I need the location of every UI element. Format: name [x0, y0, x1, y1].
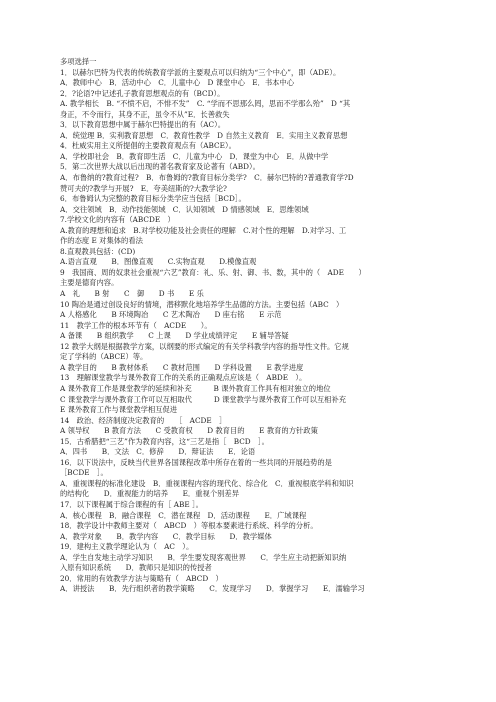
text-line: 6．布鲁姆认为完整的教育目标分类学应当包括［BCD］。 — [60, 194, 246, 204]
text-line: 9 我国商、周的奴隶社会重视“六艺”教育：礼、乐、射、御、书、数，其中的（ ADE ） — [60, 267, 366, 277]
text-line: 18．教学设计中教师主要对（ ABCD ）等根本要素进行系统、科学的分析。 — [60, 521, 318, 531]
text-line: 作的态度 E 对集体的看法 — [60, 236, 143, 246]
text-line: 1．以赫尔巴特为代表的传统教育学派的主要观点可以归纳为“三个中心”，即（ADE）。 — [60, 67, 341, 77]
text-line: 17．以下课程属于综合课程的有［ ABE ］。 — [60, 499, 203, 509]
text-line: 15．古希腊把“三艺”作为教育内容，这“三艺是指［ BCD ］。 — [60, 436, 269, 446]
text-line: 5．第二次世界大战以后出现的著名教育家及论著有（ABD）。 — [60, 162, 260, 172]
text-line: 2．?论语?中记述孔子教育思想观点的有（BCD）。 — [60, 88, 225, 98]
text-line: A．四书 B．文法 C．修辞 D．辩证法 E．论语 — [60, 447, 256, 457]
text-line: A．学生自发地主动学习知识 B．学生要发现客观世界 C．学生应主动把新知识纳 — [60, 552, 347, 562]
text-line: A．统觉理 B．实利教育思想 C．教育性教学 D 自然主义教育 E．实用主义教育思想 — [60, 130, 348, 140]
text-line: A．讲授法 B．先行组织者的教学策略 C．发现学习 D．掌握学习 E．濡输学习 — [60, 584, 365, 594]
text-line: A．教师中心 B．活动中心 C．儿童中心 D 课堂中心 E．书本中心 — [60, 78, 295, 88]
text-line: A 课外教育工作是课堂教学的延续和补充 B 课外教育工作具有相对独立的地位 — [60, 383, 331, 393]
text-line: A 教学目的 B 教材体系 C 教材范围 D 学科设置 E 教学进度 — [60, 362, 304, 372]
text-line: A.语言直观 B．图像直观 C.实物直观 D.模像直观 — [60, 257, 257, 267]
text-line: A 人格感化 B 环境陶冶 C 艺术陶冶 D 座右铭 E 示范 — [60, 310, 282, 320]
text-line: A.教育的理想和追求 B.对学校功能及社会责任的理解 C.对个性的理解 D.对学习、工 — [60, 225, 347, 235]
text-line: 11 教学工作的根本环节有（ ACDE ）。 — [60, 320, 212, 330]
text-line: ［BCDE ］。 — [60, 468, 108, 478]
text-line: 10 陶冶是通过创设良好的情境，潜移默化地培养学生品德的方法。主要包括（ABC ） — [60, 299, 344, 309]
text-line: C 课堂教学与课外教育工作可以互相取代 D 课堂教学与课外教育工作可以互相补充 — [60, 394, 347, 404]
document-page — [60, 57, 452, 595]
text-line: 14 政治、经济制度决定教育的 ［ ACDE ］ — [60, 415, 227, 425]
text-line: A．教学对象 B．教学内容 C．教学目标 D．教学媒体 — [60, 531, 272, 541]
section-title: 多项选择一 — [60, 57, 97, 66]
text-line: A 领导权 B 教育方法 C 受教育权 D 教育目的 E 教育的方针政策 — [60, 426, 318, 436]
text-line: 的结构化 D．重视能力的培养 E．重视个别差异 — [60, 489, 240, 499]
text-line: 入原有知识系统 D．教师只是知识的传授者 — [60, 563, 212, 573]
text-line: 定了学科的（ABCE）等。 — [60, 352, 148, 362]
text-line: 主要是德育内容。 — [60, 278, 119, 288]
text-line: 赞可夫的?教学与开展? E．夸美纽斯的?大教学论? — [60, 183, 227, 193]
text-line: A．交往领域 B．动作技能领域 C．认知领域 D 情感领域 E．思维领域 — [60, 204, 309, 214]
text-line: 20．常用的有效教学方法与策略有（ ABCD ） — [60, 573, 223, 583]
text-line: 13 理解课堂教学与课外教育工作的关系的正确观点应该是（ ABDE ）。 — [60, 373, 307, 383]
text-line: 8.直观教具包括：(CD) — [60, 246, 136, 256]
text-line: A．学校即社会 B．教育即生活 C．儿童为中心 D．课堂为中心 E．从做中学 — [60, 151, 329, 161]
text-line: A．重视课程的标准化建设 B．重视课程内容的现代化、综合化 C．重视根底学科和知识 — [60, 478, 354, 488]
text-line: 19．建构主义教学理论认为（ AC ）。 — [60, 542, 194, 552]
text-line: A．核心课程 B．融合课程 C．潜在课程 D．活动课程 E．广域课程 — [60, 510, 307, 520]
text-line: 16．以下说法中，反映当代世界各国课程改革中所存在着的一些共同的开展趋势的是 — [60, 457, 332, 467]
text-line: 7.学校文化的内容有（ABCDE ） — [60, 215, 175, 225]
text-line: A．布鲁纳的?教育过程? B．布鲁姆的?教育目标分类学? C．赫尔巴特的?普通教育学?D — [60, 173, 354, 183]
text-line: A 礼 B 射 C 御 D 书 E 乐 — [60, 289, 204, 299]
text-line: 4．杜威实用主义所提倡的主要教育观点有（ABCE）。 — [60, 141, 236, 151]
text-line: A. 教学相长 B. “不愤不启，不悱不发” C. “学而不思那么罔，思而不学那么殆” D “其 — [60, 99, 351, 109]
text-line: 身正，不令而行，其身不正，虽令不从”E．长善救失 — [60, 109, 230, 119]
text-line: E 课外教育工作与课堂教学相互促进 — [60, 405, 178, 415]
text-line: A 备课 B 组织教学 C 上课 D 学业成绩评定 E 辅导答疑 — [60, 331, 289, 341]
text-line: 3．以下教育思想中属于赫尔巴特提出的有（AC）。 — [60, 120, 226, 130]
text-line: 12 教学大纲是根据教学方案，以纲要的形式编定的有关学科教学内容的指导性文件。它规 — [60, 341, 349, 351]
